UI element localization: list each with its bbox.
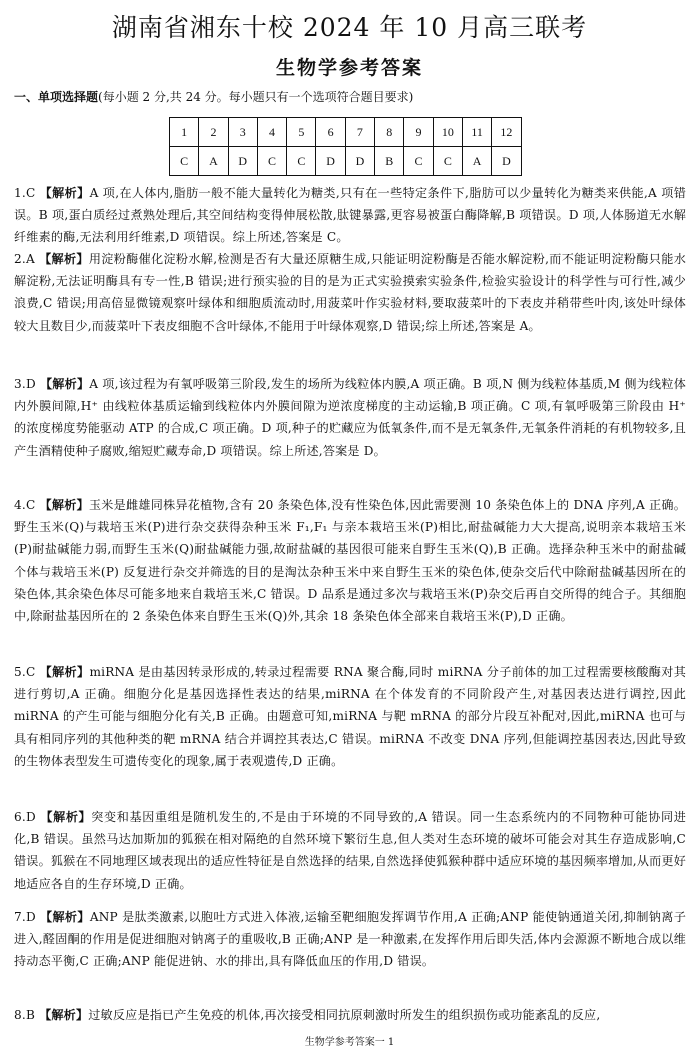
analysis-tag: 【解析】: [39, 1008, 89, 1022]
explanation-q6: [14, 806, 686, 895]
question-label: 5.C: [14, 665, 36, 679]
question-number: 6: [316, 118, 345, 147]
explanation-q2: [14, 248, 686, 337]
answer-cell: C: [257, 147, 286, 176]
analysis-tag: 【解析】: [39, 665, 90, 679]
explanation-q4: [14, 494, 686, 627]
explanation-q7: [14, 906, 686, 973]
analysis-tag: 【解析】: [39, 377, 90, 391]
explanation-q3: [14, 373, 686, 462]
question-label: 7.D: [14, 910, 36, 924]
explanation-text: 玉米是雌雄同株异花植物,含有 20 条染色体,没有性染色体,因此需要测 10 条染色体上的 DNA 序列,A 正确。野生玉米(Q)与栽培玉米(P)进行杂交获得杂种玉米 F₁,F₁ 与亲本栽培玉米(P)相比,耐盐碱能力大大提高,说明亲本栽培玉米(P)耐盐碱能力弱,而野生玉米(Q)耐盐碱能力强,故耐盐碱的基因很可能来自野生玉米(Q),B 正确。选择杂种玉米中的耐盐碱个体与栽培玉米(P) 反复进行杂交并筛选的目的是淘汰杂种玉米中来自野生玉米的染色体,使杂交后代中除耐盐碱基因所在的染色体,其余染色体尽可能多地来自栽培玉米,C 错误。D 品系是通过多次与栽培玉米(P)杂交后再自交所得的纯合子。其细胞中,除耐盐基因所在的 2 条染色体来自野生玉米(Q)外,其余 18 条染色体全部来自栽培玉米(P),D 正确。: [14, 498, 686, 624]
explanation-q5: [14, 661, 686, 772]
question-number: 9: [404, 118, 433, 147]
answer-table: [169, 117, 522, 176]
question-label: 4.C: [14, 498, 36, 512]
answer-cell: C: [287, 147, 316, 176]
question-number: 8: [375, 118, 404, 147]
answer-cell: D: [492, 147, 521, 176]
answer-cell: D: [228, 147, 257, 176]
section-heading: [14, 89, 413, 105]
question-number: 3: [228, 118, 257, 147]
answer-cell: C: [433, 147, 462, 176]
answer-cell: A: [462, 147, 491, 176]
question-label: 6.D: [14, 810, 36, 824]
answer-cell: D: [345, 147, 374, 176]
explanation-q1: [14, 182, 686, 249]
answer-table-answer-row: [170, 147, 522, 176]
question-number: 2: [199, 118, 228, 147]
question-number: 1: [170, 118, 199, 147]
question-label: 8.B: [14, 1008, 36, 1022]
page-footer: 生物学参考答案一 1: [304, 1037, 395, 1048]
question-number: 7: [345, 118, 374, 147]
analysis-tag: 【解析】: [39, 252, 89, 266]
analysis-tag: 【解析】: [40, 910, 90, 924]
answer-cell: D: [316, 147, 345, 176]
answer-cell: B: [375, 147, 404, 176]
answer-cell: C: [404, 147, 433, 176]
question-number: 5: [287, 118, 316, 147]
section-note: (每小题 2 分,共 24 分。每小题只有一个选项符合题目要求): [98, 90, 414, 104]
explanation-text: A 项,该过程为有氧呼吸第三阶段,发生的场所为线粒体内膜,A 项正确。B 项,N 侧为线粒体基质,M 侧为线粒体内外膜间隙,H⁺ 由线粒体基质运输到线粒体内外膜间隙为逆浓度梯度的主动运输,B 项正确。C 项,有氧呼吸第三阶段由 H⁺ 的浓度梯度势能驱动 ATP 的合成,C 项正确。D 项,种子的贮藏应为低氧条件,而不是无氧条件,无氧条件消耗的有机物较多,且产生酒精使种子腐败,缩短贮藏寿命,D 项错误。综上所述,答案是 D。: [14, 377, 686, 458]
answer-cell: C: [170, 147, 199, 176]
question-number: 10: [433, 118, 462, 147]
analysis-tag: 【解析】: [39, 498, 89, 512]
answer-cell: A: [199, 147, 228, 176]
question-number: 4: [257, 118, 286, 147]
explanation-text: 用淀粉酶催化淀粉水解,检测是否有大量还原糖生成,只能证明淀粉酶是否能水解淀粉,而不能证明淀粉酶只能水解淀粉,无法证明酶具有专一性,B 错误;进行预实验的目的是为正式实验摸索实验条件,检验实验设计的科学性与可行性,减少浪费,C 错误;用高倍显微镜观察叶绿体和细胞质流动时,用菠菜叶作实验材料,要取菠菜叶的下表皮并稍带些叶肉,该处叶绿体较大且数目少,而菠菜叶下表皮细胞不含叶绿体,不能用于叶绿体观察,D 错误;综上所述,答案是 A。: [14, 252, 686, 333]
question-label: 2.A: [14, 252, 35, 266]
answer-key-subtitle: 生物学参考答案: [275, 57, 423, 79]
question-number: 12: [492, 118, 521, 147]
question-label: 3.D: [14, 377, 36, 391]
question-number: 11: [462, 118, 491, 147]
section-title: 一、单项选择题: [14, 90, 99, 104]
analysis-tag: 【解析】: [39, 186, 90, 200]
explanation-text: ANP 是肽类激素,以胞吐方式进入体液,运输至靶细胞发挥调节作用,A 正确;ANP 能使钠通道关闭,抑制钠离子进入,醛固酮的作用是促进细胞对钠离子的重吸收,B 正确;ANP 是一种激素,在发挥作用后即失活,体内会源源不断地合成以维持动态平衡,C 正确;ANP 能促进钠、水的排出,具有降低血压的作用,D 错误。: [14, 910, 686, 969]
explanation-q8: [14, 1004, 686, 1026]
analysis-tag: 【解析】: [40, 810, 92, 824]
explanation-text: 过敏反应是指已产生免疫的机体,再次接受相同抗原刺激时所发生的组织损伤或功能紊乱的反应,: [88, 1008, 601, 1022]
answer-table-number-row: [170, 118, 522, 147]
question-label: 1.C: [14, 186, 36, 200]
explanation-text: 突变和基因重组是随机发生的,不是由于环境的不同导致的,A 错误。同一生态系统内的不同物种可能协同进化,B 错误。虽然马达加斯加的狐猴在相对隔绝的自然环境下繁衍生息,但人类对生态环境的破坏可能会对其生存造成影响,C 错误。狐猴在不同地理区域表现出的适应性特征是自然选择的结果,自然选择使狐猴种群中适应环境的基因频率增加,从而更好地适应各自的生存环境,D 正确。: [14, 810, 686, 891]
explanation-text: A 项,在人体内,脂肪一般不能大量转化为糖类,只有在一些特定条件下,脂肪可以少量转化为糖类来供能,A 项错误。B 项,蛋白质经过煮熟处理后,其空间结构变得伸展松散,肽键暴露,更容易被蛋白酶降解,B 项错误。D 项,人体肠道无水解纤维素的酶,无法利用纤维素,D 项错误。综上所述,答案是 C。: [14, 186, 686, 245]
exam-title: 湖南省湘东十校 2024 年 10 月高三联考: [111, 13, 588, 42]
explanation-text: miRNA 是由基因转录形成的,转录过程需要 RNA 聚合酶,同时 miRNA 分子前体的加工过程需要核酸酶对其进行剪切,A 正确。细胞分化是基因选择性表达的结果,miRNA 在个体发育的不同阶段产生,对基因表达进行调控,因此 miRNA 的产生可能与细胞分化有关,B 正确。由题意可知,miRNA 与靶 mRNA 的部分片段互补配对,因此,miRNA 也可与具有相同序列的其他种类的靶 mRNA 结合并调控其表达,C 错误。miRNA 不改变 DNA 序列,但能调控基因表达,因此导致的生物体表型发生可遗传变化的现象,属于表观遗传,D 正确。: [14, 665, 686, 768]
